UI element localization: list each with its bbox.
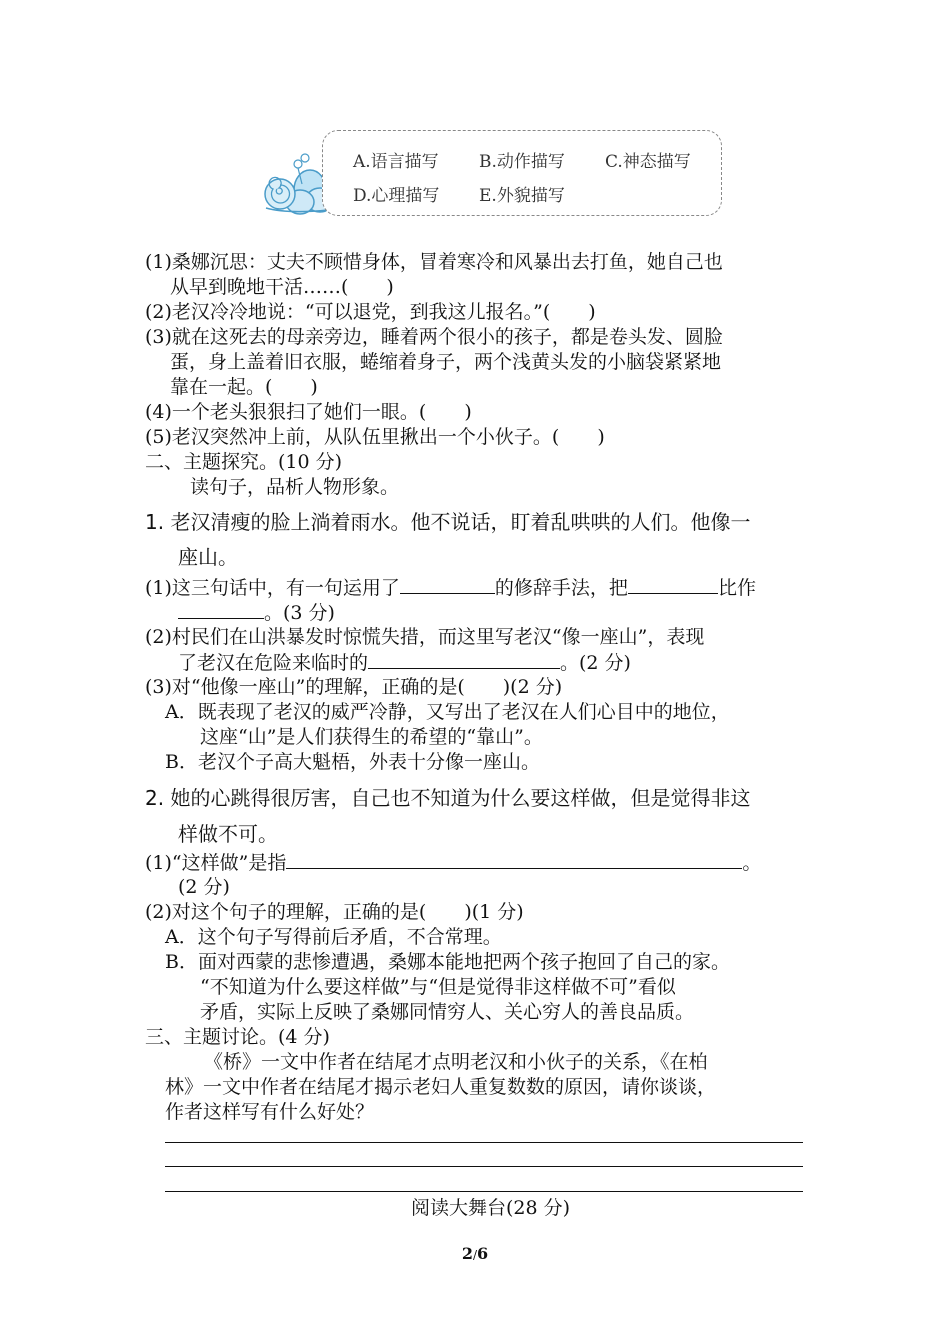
answer-blank[interactable] xyxy=(286,850,742,869)
q1-1-line-2 xyxy=(178,600,335,625)
section-2-title: 二、主题探究。(10 分) xyxy=(145,451,343,473)
q2-1-period: 。 xyxy=(742,852,762,874)
q1-2-score: 。(2 分) xyxy=(560,652,631,674)
option-e: E.外貌描写 xyxy=(479,186,565,206)
q1-1-text-c: 比作 xyxy=(717,577,756,599)
options-box xyxy=(322,130,722,216)
q2-2-option-b-line-2: “不知道为什么要这样做”与“但是觉得非这样做不可”看似 xyxy=(200,976,676,998)
option-a: A.语言描写 xyxy=(353,152,439,172)
answer-line[interactable] xyxy=(165,1142,803,1143)
q2-2-option-a: A．这个句子写得前后矛盾，不合常理。 xyxy=(165,926,502,948)
item-3-line-3: 靠在一起。( ) xyxy=(170,376,318,398)
q2-1-text: (1)“这样做”是指 xyxy=(145,852,287,874)
passage-1-line-2: 座山。 xyxy=(178,545,238,569)
q1-3-option-a-line-2: 这座“山”是人们获得生的希望的“靠山”。 xyxy=(200,726,543,748)
q2-2-option-b-line-3: 矛盾，实际上反映了桑娜同情穷人、关心穷人的善良品质。 xyxy=(200,1001,695,1023)
q1-1-text-b: 的修辞手法，把 xyxy=(494,577,628,599)
q1-2-line-1: (2)村民们在山洪暴发时惊慌失措，而这里写老汉“像一座山”，表现 xyxy=(145,626,705,648)
section-2-instruction: 读句子，品析人物形象。 xyxy=(190,476,400,498)
q2-1-score: (2 分) xyxy=(178,876,230,898)
item-3-line-1: (3)就在这死去的母亲旁边，睡着两个很小的孩子，都是卷头发、圆脸 xyxy=(145,326,723,348)
answer-blank[interactable] xyxy=(368,650,560,669)
q1-1-line-1 xyxy=(145,575,756,600)
item-3-line-2: 蛋，身上盖着旧衣服，蜷缩着身子，两个浅黄头发的小脑袋紧紧地 xyxy=(170,351,722,373)
q1-3-option-a-line-1: A．既表现了老汉的威严冷静，又写出了老汉在人们心目中的地位， xyxy=(165,701,730,723)
q1-3-option-b: B．老汉个子高大魁梧，外表十分像一座山。 xyxy=(165,751,540,773)
option-d: D.心理描写 xyxy=(353,186,440,206)
section-heading-reading: 阅读大舞台(28 分) xyxy=(411,1197,571,1219)
item-2: (2)老汉冷冷地说：“可以退党，到我这儿报名。”( ) xyxy=(145,301,596,323)
section-3-text-line-1: 《桥》一文中作者在结尾才点明老汉和小伙子的关系，《在柏 xyxy=(204,1051,708,1073)
q1-2-line-2 xyxy=(178,650,631,675)
passage-2-line-2: 样做不可。 xyxy=(178,822,278,846)
page-number xyxy=(0,1244,950,1263)
section-3-text-line-3: 作者这样写有什么好处？ xyxy=(165,1101,375,1123)
q1-1-text-a: (1)这三句话中，有一句运用了 xyxy=(145,577,400,599)
answer-line[interactable] xyxy=(165,1166,803,1167)
item-5: (5)老汉突然冲上前，从队伍里揪出一个小伙子。( ) xyxy=(145,426,605,448)
section-3-title: 三、主题讨论。(4 分) xyxy=(145,1026,330,1048)
item-1-line-2: 从早到晚地干活……( ) xyxy=(170,276,394,298)
q1-3-stem: (3)对“他像一座山”的理解，正确的是( )(2 分) xyxy=(145,676,563,698)
item-1-line-1: (1)桑娜沉思：丈夫不顾惜身体，冒着寒冷和风暴出去打鱼，她自己也 xyxy=(145,251,723,273)
q1-2-text: 了老汉在危险来临时的 xyxy=(178,652,369,674)
page-current: 2 xyxy=(461,1244,473,1263)
answer-blank[interactable] xyxy=(178,600,264,619)
option-c: C.神态描写 xyxy=(605,152,691,172)
passage-1-line-1: 1. 老汉清瘦的脸上淌着雨水。他不说话，盯着乱哄哄的人们。他像一 xyxy=(145,510,751,534)
answer-line[interactable] xyxy=(165,1191,803,1192)
q1-1-score: 。(3 分) xyxy=(264,602,335,624)
answer-blank[interactable] xyxy=(400,575,495,594)
option-b: B.动作描写 xyxy=(479,152,565,172)
passage-2-line-1: 2. 她的心跳得很厉害，自己也不知道为什么要这样做，但是觉得非这 xyxy=(145,786,751,810)
q2-2-stem: (2)对这个句子的理解，正确的是( )(1 分) xyxy=(145,901,524,923)
page-total: 6 xyxy=(477,1244,489,1263)
answer-blank[interactable] xyxy=(628,575,718,594)
item-4: (4)一个老头狠狠扫了她们一眼。( ) xyxy=(145,401,472,423)
q2-1-line-1 xyxy=(145,850,761,875)
q2-2-option-b-line-1: B．面对西蒙的悲惨遭遇，桑娜本能地把两个孩子抱回了自己的家。 xyxy=(165,951,730,973)
page-separator: / xyxy=(472,1248,478,1262)
section-3-text-line-2: 林》一文中作者在结尾才揭示老妇人重复数数的原因，请你谈谈， xyxy=(165,1076,717,1098)
